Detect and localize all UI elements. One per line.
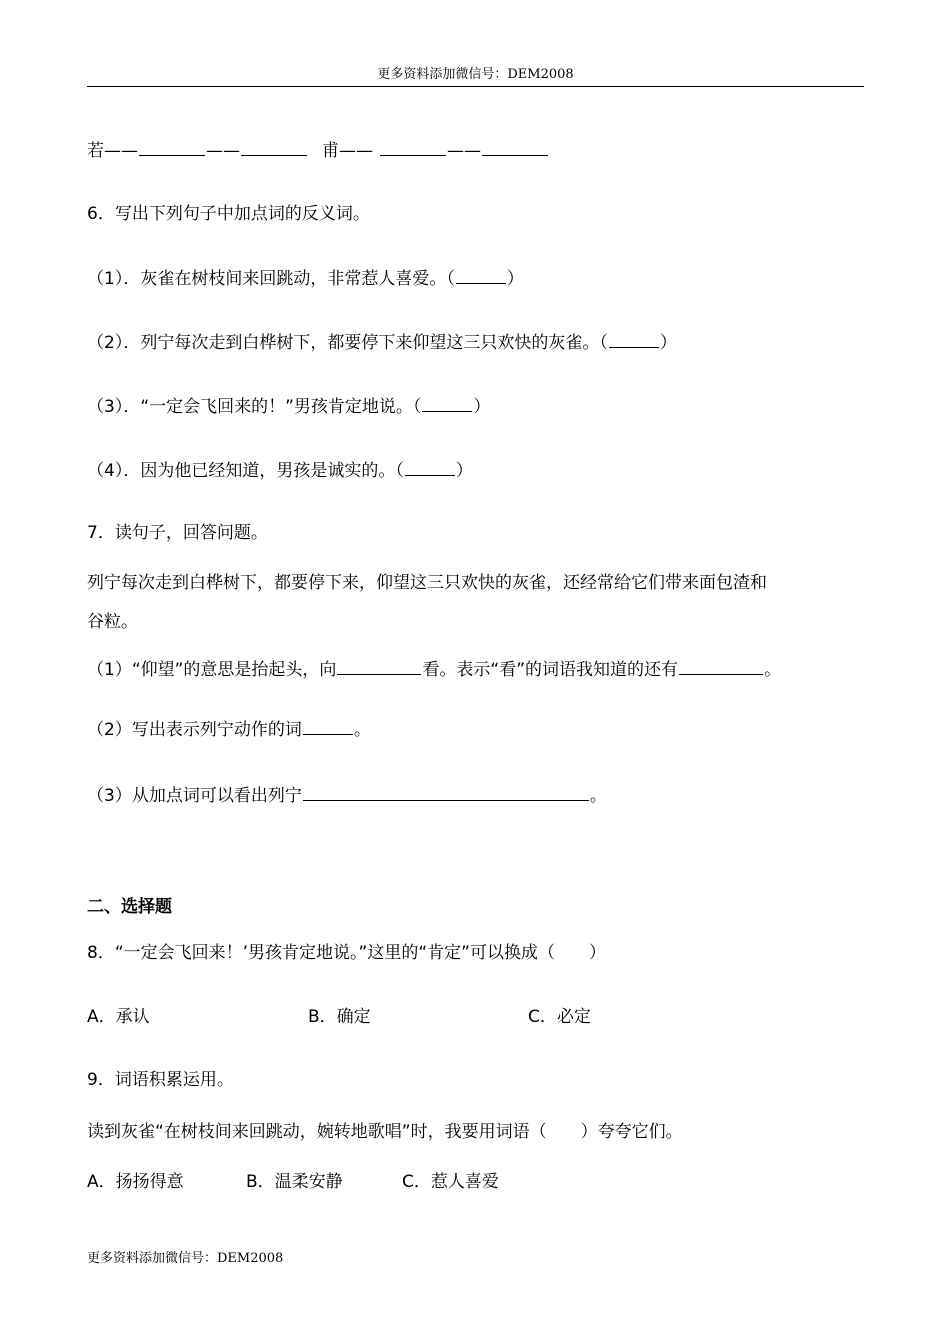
q6-item-1-text: （1）．灰雀在树枝间来回跳动，非常惹人喜爱。（ [87, 269, 455, 289]
page-header: 更多资料添加微信号：DEM2008 [87, 66, 864, 87]
q6-item-4-close: ） [455, 461, 473, 481]
q6-title: 6．写出下列句子中加点词的反义词。 [87, 204, 370, 224]
q7-sub-1-text-a: （1）“仰望”的意思是抬起头，向 [87, 660, 337, 680]
q6-item-4 [87, 458, 473, 483]
q5-fill-line [87, 138, 549, 163]
section-title-choice: 二、选择题 [87, 897, 172, 917]
q6-item-3-text: （3）．“一定会飞回来的！”男孩肯定地说。（ [87, 397, 422, 417]
q7-sub-1-blank-2[interactable] [679, 657, 763, 675]
q6-item-3-close: ） [473, 397, 491, 417]
q9-option-c[interactable]: C．惹人喜爱 [402, 1172, 499, 1192]
q5-blank-a2[interactable] [241, 138, 307, 156]
q6-item-3 [87, 394, 490, 419]
q7-sub-2 [87, 717, 371, 742]
q9-title: 9．词语积累运用。 [87, 1070, 234, 1090]
q6-item-2-blank[interactable] [609, 330, 659, 348]
q7-sub-1-text-c: 。 [764, 660, 782, 680]
q9-stem: 读到灰雀“在树枝间来回跳动，婉转地歌唱”时，我要用词语（ ）夸夸它们。 [87, 1122, 683, 1142]
q9-option-b[interactable]: B．温柔安静 [246, 1172, 343, 1192]
q5-dash-a: —— [104, 141, 138, 161]
q5-char-b: 甫 [322, 141, 339, 161]
q5-mid-b: —— [447, 141, 481, 161]
q6-item-2-close: ） [659, 333, 677, 353]
q8-title: 8．“一定会飞回来！’男孩肯定地说。”这里的“肯定”可以换成（ ） [87, 943, 606, 963]
q7-sub-3-text-b: 。 [589, 786, 607, 806]
q5-blank-a1[interactable] [139, 138, 205, 156]
q5-char-a: 若 [87, 141, 104, 161]
q5-blank-b2[interactable] [482, 138, 548, 156]
q7-passage-line-1: 列宁每次走到白桦树下，都要停下来，仰望这三只欢快的灰雀，还经常给它们带来面包渣和 [87, 573, 767, 593]
q6-item-1 [87, 266, 524, 291]
q7-title: 7．读句子，回答问题。 [87, 523, 268, 543]
q7-sub-2-text-b: 。 [353, 720, 371, 740]
q6-item-1-close: ） [506, 269, 524, 289]
q6-item-2 [87, 330, 677, 355]
q5-dash-b: —— [339, 141, 373, 161]
q6-item-4-text: （4）．因为他已经知道，男孩是诚实的。（ [87, 461, 404, 481]
q7-sub-3-blank[interactable] [303, 783, 589, 801]
q6-item-2-text: （2）．列宁每次走到白桦树下，都要停下来仰望这三只欢快的灰雀。（ [87, 333, 608, 353]
q6-item-1-blank[interactable] [456, 266, 506, 284]
q7-sub-3 [87, 783, 607, 808]
q7-passage-line-2: 谷粒。 [87, 612, 138, 632]
q7-sub-1-blank-1[interactable] [337, 657, 421, 675]
page-footer: 更多资料添加微信号：DEM2008 [87, 1251, 284, 1266]
q7-sub-2-text-a: （2）写出表示列宁动作的词 [87, 720, 302, 740]
q5-blank-b1[interactable] [380, 138, 446, 156]
q7-sub-1-text-b: 看。表示“看”的词语我知道的还有 [422, 660, 679, 680]
q8-option-a[interactable]: A．承认 [87, 1007, 150, 1027]
q6-item-4-blank[interactable] [405, 458, 455, 476]
q7-sub-2-blank[interactable] [303, 717, 353, 735]
q7-sub-3-text-a: （3）从加点词可以看出列宁 [87, 786, 302, 806]
q6-item-3-blank[interactable] [422, 394, 472, 412]
q7-sub-1 [87, 657, 781, 682]
q5-mid-a: —— [206, 141, 240, 161]
q9-option-a[interactable]: A．扬扬得意 [87, 1172, 184, 1192]
q8-option-b[interactable]: B．确定 [308, 1007, 371, 1027]
q8-option-c[interactable]: C．必定 [528, 1007, 591, 1027]
